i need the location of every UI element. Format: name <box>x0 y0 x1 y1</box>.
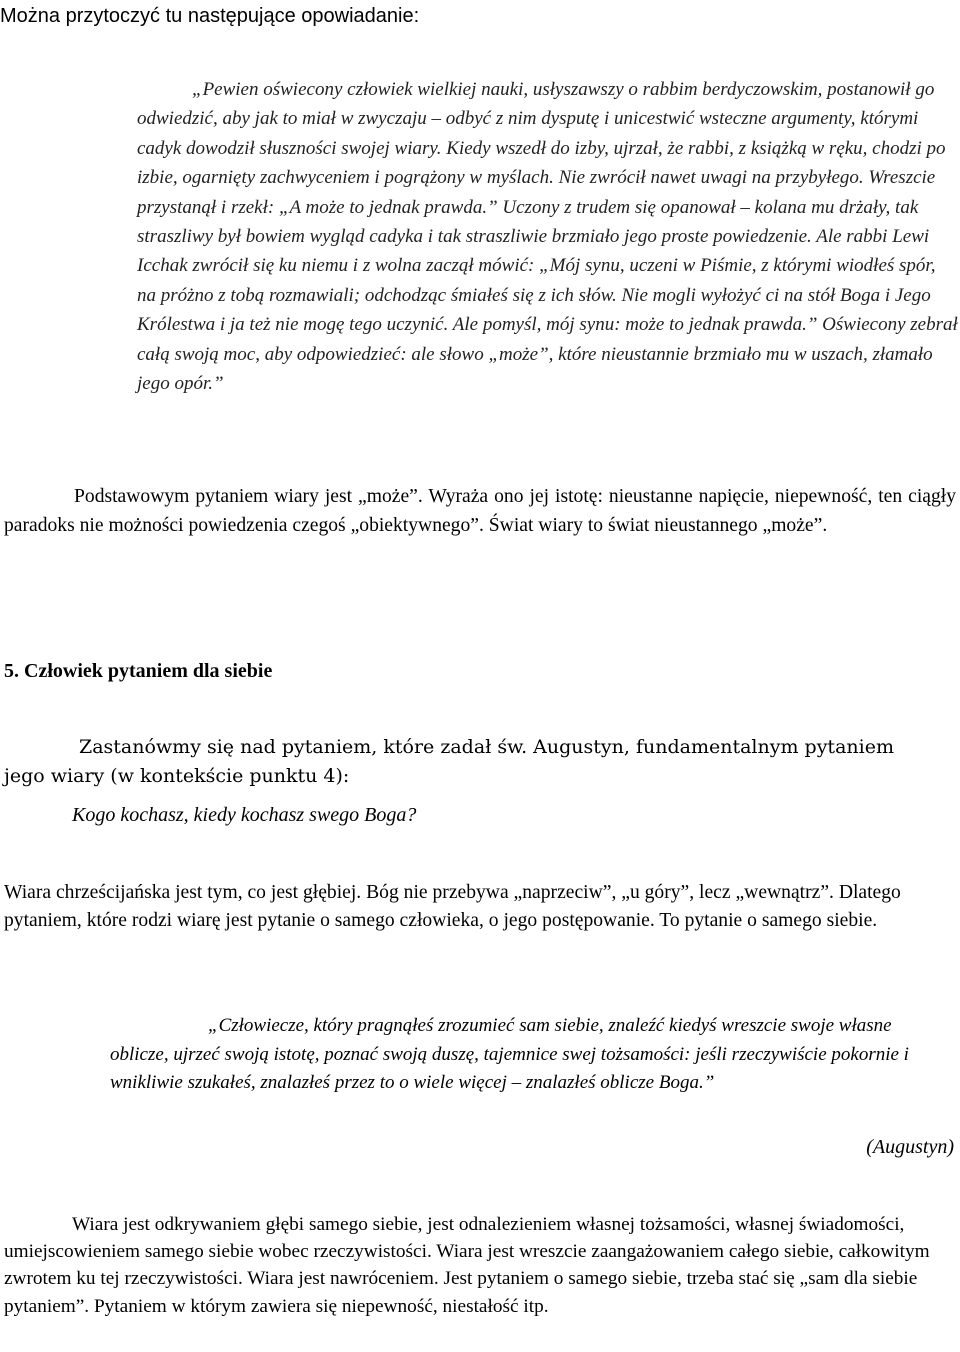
section-heading: 5. Człowiek pytaniem dla siebie <box>4 660 273 682</box>
augustine-question: Kogo kochasz, kiedy kochasz swego Boga? <box>72 804 417 826</box>
augustine-quote <box>110 1012 950 1098</box>
closing-paragraph <box>4 1211 956 1320</box>
faith-question-paragraph <box>4 482 956 541</box>
intro-line: Można przytoczyć tu następujące opowiadanie: <box>0 5 420 27</box>
quote-author: (Augustyn) <box>866 1136 954 1158</box>
faith-question-text: Podstawowym pytaniem wiary jest „może”. Wyraża ono jej istotę: nieustanne napięcie, niepewność, ten ciągły paradoks nie możności powiedzenia czegoś „obiektywnego”. Świat wiary to świat nieustannego „może”. <box>4 486 956 537</box>
closing-text: Wiara jest odkrywaniem głębi samego siebie, jest odnalezieniem własnej tożsamości, własnej świadomości, umiejscowieniem samego siebie wobec rzeczywistości. Wiara jest wreszcie zaangażowaniem całego siebie, całkowitym zwrotem ku tej rzeczywistości. Wiara jest nawróceniem. Jest pytaniem o samego siebie, trzeba stać się „sam dla siebie pytaniem”. Pytaniem w którym zawiera się niepewność, niestałość itp. <box>4 1214 930 1317</box>
rabbi-story-quote <box>137 75 959 398</box>
christian-faith-paragraph: Wiara chrześcijańska jest tym, co jest głębiej. Bóg nie przebywa „naprzeciw”, „u góry”, lecz „wewnątrz”. Dlatego pytaniem, które rodzi wiarę jest pytanie o samego człowieka, o jego postępowanie. To pytanie o samego siebie. <box>4 882 901 931</box>
augustine-intro-text: Zastanówmy się nad pytaniem, które zadał św. Augustyn, fundamentalnym pytaniem jego wiary (w kontekście punktu 4): <box>4 736 894 787</box>
augustine-intro-paragraph <box>4 733 904 791</box>
rabbi-story-text: „Pewien oświecony człowiek wielkiej nauki, usłyszawszy o rabbim berdyczowskim, postanowił go odwiedzić, aby jak to miał w zwyczaju – odbyć z nim dysputę i unicestwić wsteczne argumenty, którymi cadyk dowodził słuszności swojej wiary. Kiedy wszedł do izby, ujrzał, że rabbi, z książką w ręku, chodzi po izbie, ogarnięty zachwyceniem i pogrążony w myślach. Nie zwrócił nawet uwagi na przybyłego. Wreszcie przystanął i rzekł: „A może to jednak prawda.” Uczony z trudem się opanował – kolana mu drżały, tak straszliwy był bowiem wygląd cadyka i tak straszliwie brzmiało jego proste powiedzenie. Ale rabbi Lewi Icchak zwrócił się ku niemu i z wolna zaczął mówić: „Mój synu, uczeni w Piśmie, z którymi wiodłeś spór, na próżno z tobą rozmawiali; odchodząc śmiałeś się z ich słów. Nie mogli wyłożyć ci na stół Boga i Jego Królestwa i ja też nie mogę tego uczynić. Ale pomyśl, mój synu: może to jednak prawda.” Oświecony zebrał całą swoją moc, aby odpowiedzieć: ale słowo „może”, które nieustannie brzmiało mu w uszach, złamało jego opór.” <box>137 79 958 395</box>
augustine-quote-text: „Człowiecze, który pragnąłeś zrozumieć sam siebie, znaleźć kiedyś wreszcie swoje własne oblicze, ujrzeć swoją istotę, poznać swoją duszę, tajemnice swej tożsamości: jeśli rzeczywiście pokornie i wnikliwie szukałeś, znalazłeś przez to o wiele więcej – znalazłeś oblicze Boga.” <box>110 1015 909 1093</box>
